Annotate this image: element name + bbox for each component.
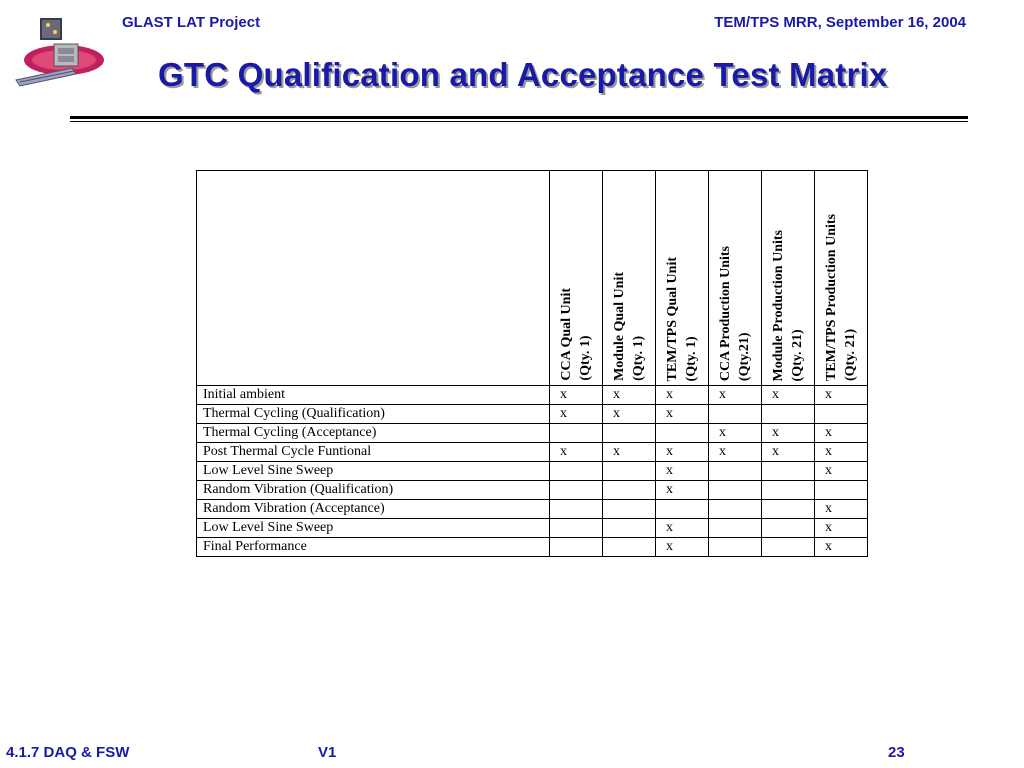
- header-corner-cell: [197, 171, 550, 386]
- matrix-cell: [603, 500, 656, 519]
- matrix-cell: x: [815, 519, 868, 538]
- matrix-cell: [603, 462, 656, 481]
- column-header: [709, 171, 762, 386]
- matrix-cell: [709, 500, 762, 519]
- table-row: [197, 500, 868, 519]
- matrix-cell: [603, 424, 656, 443]
- matrix-cell: x: [603, 405, 656, 424]
- matrix-cell: x: [603, 386, 656, 405]
- matrix-cell: x: [656, 443, 709, 462]
- matrix-cell: x: [815, 500, 868, 519]
- matrix-cell: x: [550, 405, 603, 424]
- column-header-label: TEM/TPS Production Units (Qty. 21): [824, 214, 858, 381]
- row-label: Random Vibration (Qualification): [197, 481, 550, 500]
- matrix-cell: x: [656, 462, 709, 481]
- matrix-cell: [762, 462, 815, 481]
- matrix-cell: [656, 424, 709, 443]
- matrix-cell: [603, 538, 656, 557]
- matrix-cell: x: [762, 386, 815, 405]
- matrix-cell: x: [550, 443, 603, 462]
- matrix-cell: [762, 519, 815, 538]
- title-divider-thin: [70, 121, 968, 122]
- row-label: Final Performance: [197, 538, 550, 557]
- matrix-cell: [762, 538, 815, 557]
- test-matrix-table: [196, 170, 868, 557]
- matrix-cell: [762, 500, 815, 519]
- table-row: [197, 405, 868, 424]
- header-meeting: TEM/TPS MRR, September 16, 2004: [714, 14, 966, 31]
- matrix-cell: x: [815, 424, 868, 443]
- matrix-cell: [709, 481, 762, 500]
- column-header: [550, 171, 603, 386]
- column-header: [603, 171, 656, 386]
- matrix-cell: [709, 538, 762, 557]
- matrix-cell: x: [815, 386, 868, 405]
- matrix-cell: x: [709, 424, 762, 443]
- column-header-label: Module Qual Unit (Qty. 1): [612, 272, 646, 381]
- matrix-cell: x: [656, 519, 709, 538]
- row-label: Low Level Sine Sweep: [197, 519, 550, 538]
- matrix-cell: [550, 519, 603, 538]
- matrix-cell: [550, 481, 603, 500]
- matrix-cell: [709, 405, 762, 424]
- row-label: Random Vibration (Acceptance): [197, 500, 550, 519]
- matrix-cell: x: [550, 386, 603, 405]
- matrix-cell: x: [603, 443, 656, 462]
- matrix-cell: [709, 462, 762, 481]
- matrix-cell: [603, 481, 656, 500]
- matrix-cell: [550, 424, 603, 443]
- matrix-cell: x: [815, 443, 868, 462]
- matrix-cell: [550, 500, 603, 519]
- row-label: Thermal Cycling (Qualification): [197, 405, 550, 424]
- row-label: Thermal Cycling (Acceptance): [197, 424, 550, 443]
- matrix-cell: [709, 519, 762, 538]
- table-row: [197, 424, 868, 443]
- matrix-cell: [815, 405, 868, 424]
- title-divider: [70, 116, 968, 119]
- row-label: Low Level Sine Sweep: [197, 462, 550, 481]
- column-header: [762, 171, 815, 386]
- table-row: [197, 386, 868, 405]
- row-label: Initial ambient: [197, 386, 550, 405]
- matrix-cell: [762, 405, 815, 424]
- table-row: [197, 538, 868, 557]
- column-header-label: CCA Qual Unit (Qty. 1): [559, 288, 593, 381]
- matrix-cell: x: [656, 405, 709, 424]
- table-row: [197, 481, 868, 500]
- table-header-row: [197, 171, 868, 386]
- matrix-cell: x: [656, 538, 709, 557]
- column-header: [656, 171, 709, 386]
- footer-section: 4.1.7 DAQ & FSW: [6, 744, 130, 761]
- matrix-cell: x: [815, 538, 868, 557]
- column-header: [815, 171, 868, 386]
- footer-version: V1: [318, 744, 337, 761]
- header-project: GLAST LAT Project: [122, 14, 261, 31]
- matrix-cell: [603, 519, 656, 538]
- matrix-cell: [815, 481, 868, 500]
- column-header-label: TEM/TPS Qual Unit (Qty. 1): [665, 256, 699, 381]
- glast-logo: [12, 14, 108, 88]
- matrix-cell: [762, 481, 815, 500]
- slide-title: GTC Qualification and Acceptance Test Matrix: [158, 56, 888, 93]
- column-header-label: CCA Production Units (Qty.21): [718, 245, 752, 381]
- footer-page-number: 23: [888, 744, 905, 761]
- matrix-cell: x: [709, 443, 762, 462]
- table-row: [197, 443, 868, 462]
- table-row: [197, 519, 868, 538]
- matrix-cell: x: [815, 462, 868, 481]
- matrix-cell: [550, 538, 603, 557]
- matrix-cell: x: [656, 386, 709, 405]
- matrix-cell: [550, 462, 603, 481]
- row-label: Post Thermal Cycle Funtional: [197, 443, 550, 462]
- table-row: [197, 462, 868, 481]
- matrix-cell: x: [656, 481, 709, 500]
- column-header-label: Module Production Units (Qty. 21): [771, 229, 805, 381]
- matrix-cell: x: [709, 386, 762, 405]
- matrix-cell: x: [762, 424, 815, 443]
- matrix-cell: x: [762, 443, 815, 462]
- matrix-cell: [656, 500, 709, 519]
